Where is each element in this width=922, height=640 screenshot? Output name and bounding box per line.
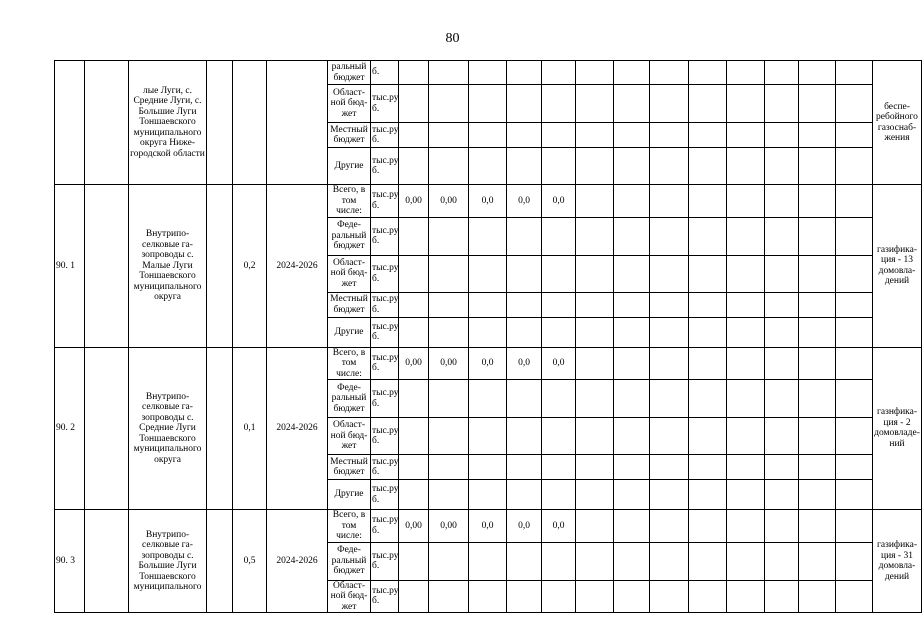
value-cell — [727, 347, 765, 380]
value-cell — [836, 480, 873, 510]
funding-source: Местный бюджет — [328, 123, 371, 148]
value-cell — [429, 580, 469, 613]
value-cell — [399, 217, 429, 255]
value-cell — [576, 255, 614, 292]
value-cell — [799, 292, 836, 317]
value-cell: 0,0 — [542, 510, 576, 543]
value-cell — [469, 217, 507, 255]
value-cell — [689, 85, 727, 123]
value-cell — [469, 317, 507, 347]
value-cell — [650, 185, 689, 218]
value-cell — [650, 580, 689, 613]
value-cell — [614, 418, 650, 455]
value-cell — [399, 380, 429, 418]
length-value: 0,5 — [233, 510, 267, 613]
value-cell — [576, 580, 614, 613]
value-cell — [614, 148, 650, 185]
value-cell — [469, 542, 507, 580]
row-number: 90. 1 — [55, 185, 85, 348]
empty-cell — [85, 185, 129, 348]
value-cell — [542, 455, 576, 480]
value-cell: 0,00 — [399, 185, 429, 218]
value-cell — [429, 148, 469, 185]
object-name: Внутрипоселковые газопроводы с. Большие Луги Тоншаевского муниципального — [129, 510, 207, 613]
value-cell — [507, 317, 542, 347]
funding-source: Федеральный бюджет — [328, 217, 371, 255]
unit-cell: тыс.ру б. — [371, 380, 399, 418]
value-cell — [836, 292, 873, 317]
value-cell — [614, 580, 650, 613]
empty-cell — [85, 61, 129, 185]
value-cell — [576, 418, 614, 455]
value-cell — [507, 148, 542, 185]
value-cell — [689, 317, 727, 347]
value-cell — [650, 123, 689, 148]
unit-cell: тыс.ру б. — [371, 580, 399, 613]
value-cell — [429, 61, 469, 85]
value-cell — [429, 123, 469, 148]
value-cell — [650, 317, 689, 347]
empty-cell — [207, 61, 233, 185]
unit-cell: тыс.ру б. — [371, 217, 399, 255]
value-cell — [429, 217, 469, 255]
value-cell — [469, 480, 507, 510]
funding-source: Областной бюджет — [328, 85, 371, 123]
value-cell — [727, 61, 765, 85]
value-cell — [429, 85, 469, 123]
empty-cell — [207, 510, 233, 613]
value-cell — [429, 380, 469, 418]
value-cell — [799, 510, 836, 543]
value-cell — [650, 542, 689, 580]
value-cell — [799, 61, 836, 85]
value-cell — [650, 380, 689, 418]
value-cell — [576, 292, 614, 317]
value-cell — [650, 510, 689, 543]
value-cell — [507, 455, 542, 480]
result-cell: бесперебойного газоснабжения — [873, 61, 922, 185]
value-cell — [469, 85, 507, 123]
value-cell — [614, 455, 650, 480]
value-cell — [799, 455, 836, 480]
table-row — [55, 185, 922, 218]
value-cell — [576, 510, 614, 543]
result-cell: газнфикация - 2 домовладений — [873, 347, 922, 510]
table-row — [55, 61, 922, 85]
table-row — [55, 347, 922, 380]
value-cell — [542, 123, 576, 148]
value-cell — [507, 580, 542, 613]
value-cell — [576, 480, 614, 510]
value-cell: 0,0 — [542, 347, 576, 380]
value-cell — [836, 85, 873, 123]
value-cell: 0,0 — [542, 185, 576, 218]
unit-cell: тыс.ру б. — [371, 255, 399, 292]
funding-source: Местный бюджет — [328, 292, 371, 317]
value-cell — [399, 480, 429, 510]
value-cell — [689, 217, 727, 255]
value-cell — [614, 61, 650, 85]
value-cell — [399, 123, 429, 148]
result-cell: газификация - 31 домовладений — [873, 510, 922, 613]
value-cell — [689, 418, 727, 455]
row-number: 90. 3 — [55, 510, 85, 613]
funding-source: Федеральный бюджет — [328, 380, 371, 418]
value-cell — [765, 480, 799, 510]
value-cell — [650, 85, 689, 123]
value-cell — [836, 185, 873, 218]
unit-cell: тыс.ру б. — [371, 185, 399, 218]
empty-cell — [85, 510, 129, 613]
value-cell — [765, 255, 799, 292]
value-cell — [689, 185, 727, 218]
value-cell — [399, 418, 429, 455]
value-cell: 0,00 — [399, 510, 429, 543]
value-cell — [689, 61, 727, 85]
value-cell — [689, 347, 727, 380]
unit-cell: тыс.ру б. — [371, 317, 399, 347]
value-cell — [765, 510, 799, 543]
value-cell — [689, 480, 727, 510]
value-cell — [399, 85, 429, 123]
value-cell — [727, 418, 765, 455]
value-cell — [836, 148, 873, 185]
value-cell — [799, 380, 836, 418]
unit-cell: тыс.ру б. — [371, 148, 399, 185]
value-cell — [765, 123, 799, 148]
value-cell: 0,00 — [399, 347, 429, 380]
value-cell — [650, 455, 689, 480]
value-cell — [727, 217, 765, 255]
funding-source: Областной бюджет — [328, 418, 371, 455]
funding-source: Областной бюджет — [328, 255, 371, 292]
value-cell — [799, 542, 836, 580]
value-cell — [727, 292, 765, 317]
value-cell — [765, 185, 799, 218]
value-cell — [614, 542, 650, 580]
value-cell — [542, 85, 576, 123]
value-cell — [507, 85, 542, 123]
value-cell — [727, 542, 765, 580]
empty-cell — [207, 347, 233, 510]
value-cell — [765, 418, 799, 455]
unit-cell: тыс.ру б. — [371, 347, 399, 380]
value-cell — [614, 255, 650, 292]
value-cell — [689, 148, 727, 185]
value-cell — [576, 217, 614, 255]
value-cell — [799, 255, 836, 292]
value-cell: 0,0 — [507, 510, 542, 543]
value-cell — [799, 123, 836, 148]
funding-source: Местный бюджет — [328, 455, 371, 480]
value-cell — [429, 480, 469, 510]
value-cell — [650, 255, 689, 292]
value-cell — [614, 380, 650, 418]
value-cell — [429, 255, 469, 292]
value-cell — [765, 217, 799, 255]
funding-source: Федеральный бюджет — [328, 542, 371, 580]
value-cell — [799, 347, 836, 380]
investment-table — [54, 60, 922, 613]
value-cell — [507, 380, 542, 418]
value-cell — [836, 580, 873, 613]
value-cell — [799, 580, 836, 613]
value-cell — [765, 292, 799, 317]
value-cell — [727, 85, 765, 123]
value-cell — [469, 380, 507, 418]
value-cell — [399, 542, 429, 580]
length-value: 0,1 — [233, 347, 267, 510]
value-cell — [689, 123, 727, 148]
value-cell — [469, 292, 507, 317]
period-value: 2024-2026 — [267, 347, 328, 510]
value-cell — [399, 455, 429, 480]
value-cell — [507, 418, 542, 455]
value-cell — [650, 480, 689, 510]
value-cell — [650, 61, 689, 85]
value-cell — [507, 542, 542, 580]
value-cell — [836, 317, 873, 347]
value-cell: 0,0 — [469, 185, 507, 218]
value-cell — [576, 542, 614, 580]
value-cell — [469, 61, 507, 85]
value-cell — [727, 317, 765, 347]
value-cell — [614, 85, 650, 123]
value-cell — [469, 455, 507, 480]
value-cell — [542, 480, 576, 510]
value-cell — [836, 418, 873, 455]
value-cell — [429, 455, 469, 480]
value-cell — [799, 85, 836, 123]
value-cell — [727, 480, 765, 510]
value-cell — [576, 61, 614, 85]
value-cell — [836, 542, 873, 580]
funding-source: Другие — [328, 317, 371, 347]
value-cell — [765, 347, 799, 380]
value-cell — [765, 380, 799, 418]
value-cell — [614, 123, 650, 148]
value-cell — [650, 292, 689, 317]
value-cell — [469, 255, 507, 292]
value-cell — [542, 292, 576, 317]
value-cell — [765, 455, 799, 480]
value-cell — [576, 148, 614, 185]
funding-source: Областной бюджет — [328, 580, 371, 613]
value-cell — [507, 217, 542, 255]
unit-cell: тыс.ру б. — [371, 85, 399, 123]
empty-cell — [207, 185, 233, 348]
value-cell — [399, 255, 429, 292]
row-number — [55, 61, 85, 185]
unit-cell: тыс.ру б. — [371, 542, 399, 580]
value-cell — [765, 580, 799, 613]
value-cell — [399, 148, 429, 185]
funding-source: Всего, в том числе: — [328, 185, 371, 218]
unit-cell: тыс.ру б. — [371, 455, 399, 480]
value-cell — [799, 317, 836, 347]
value-cell — [576, 317, 614, 347]
value-cell — [507, 61, 542, 85]
value-cell — [614, 217, 650, 255]
value-cell: 0,00 — [429, 510, 469, 543]
value-cell — [836, 347, 873, 380]
value-cell — [836, 510, 873, 543]
value-cell — [507, 255, 542, 292]
unit-cell: тыс.ру б. — [371, 292, 399, 317]
value-cell — [689, 580, 727, 613]
value-cell — [542, 61, 576, 85]
value-cell — [727, 580, 765, 613]
object-name: Внутрипоселковые газопроводы с. Малые Луги Тоншаевского муниципального округа — [129, 185, 207, 348]
value-cell — [614, 317, 650, 347]
object-name: лые Луги, с. Средние Луги, с. Большие Луги Тоншаевского муниципального округа Нижегородской области — [129, 61, 207, 185]
value-cell — [836, 61, 873, 85]
row-number: 90. 2 — [55, 347, 85, 510]
unit-cell: тыс.ру б. — [371, 510, 399, 543]
value-cell — [576, 455, 614, 480]
value-cell — [542, 580, 576, 613]
value-cell — [576, 347, 614, 380]
period-value: 2024-2026 — [267, 510, 328, 613]
value-cell — [507, 123, 542, 148]
value-cell — [542, 255, 576, 292]
value-cell — [689, 292, 727, 317]
value-cell — [765, 317, 799, 347]
value-cell — [542, 217, 576, 255]
value-cell — [689, 510, 727, 543]
value-cell — [765, 85, 799, 123]
value-cell — [727, 148, 765, 185]
value-cell — [542, 380, 576, 418]
value-cell — [836, 455, 873, 480]
value-cell — [836, 380, 873, 418]
value-cell — [799, 185, 836, 218]
funding-source: ральный бюджет — [328, 61, 371, 85]
funding-source: Другие — [328, 148, 371, 185]
value-cell — [469, 148, 507, 185]
value-cell — [399, 317, 429, 347]
value-cell — [507, 480, 542, 510]
length-value: 0,2 — [233, 185, 267, 348]
table-row — [55, 510, 922, 543]
value-cell — [650, 347, 689, 380]
value-cell: 0,0 — [507, 185, 542, 218]
value-cell — [765, 148, 799, 185]
value-cell — [727, 380, 765, 418]
value-cell — [614, 292, 650, 317]
value-cell: 0,00 — [429, 185, 469, 218]
value-cell — [836, 217, 873, 255]
value-cell — [689, 380, 727, 418]
value-cell — [542, 317, 576, 347]
value-cell — [799, 418, 836, 455]
value-cell — [507, 292, 542, 317]
value-cell — [399, 61, 429, 85]
value-cell — [429, 418, 469, 455]
value-cell: 0,0 — [469, 510, 507, 543]
value-cell — [799, 148, 836, 185]
value-cell — [765, 542, 799, 580]
value-cell — [614, 480, 650, 510]
value-cell — [614, 347, 650, 380]
value-cell — [765, 61, 799, 85]
value-cell — [727, 455, 765, 480]
value-cell — [650, 148, 689, 185]
value-cell — [399, 292, 429, 317]
value-cell — [576, 380, 614, 418]
value-cell — [727, 510, 765, 543]
period-value: 2024-2026 — [267, 185, 328, 348]
value-cell: 0,0 — [469, 347, 507, 380]
value-cell — [469, 580, 507, 613]
value-cell — [836, 123, 873, 148]
value-cell — [469, 123, 507, 148]
funding-source: Всего, в том числе: — [328, 347, 371, 380]
value-cell — [650, 217, 689, 255]
value-cell — [836, 255, 873, 292]
value-cell — [469, 418, 507, 455]
value-cell — [542, 418, 576, 455]
empty-cell — [85, 347, 129, 510]
value-cell — [429, 542, 469, 580]
value-cell — [727, 255, 765, 292]
length-value — [233, 61, 267, 185]
value-cell — [689, 255, 727, 292]
unit-cell: тыс.ру б. — [371, 480, 399, 510]
value-cell: 0,00 — [429, 347, 469, 380]
period-value — [267, 61, 328, 185]
funding-source: Всего, в том числе: — [328, 510, 371, 543]
value-cell — [399, 580, 429, 613]
value-cell — [689, 542, 727, 580]
value-cell — [614, 185, 650, 218]
value-cell — [542, 148, 576, 185]
funding-source: Другие — [328, 480, 371, 510]
value-cell: 0,0 — [507, 347, 542, 380]
unit-cell: б. — [371, 61, 399, 85]
value-cell — [727, 185, 765, 218]
result-cell: газификация - 13 домовладений — [873, 185, 922, 348]
value-cell — [689, 455, 727, 480]
value-cell — [799, 480, 836, 510]
value-cell — [542, 542, 576, 580]
value-cell — [799, 217, 836, 255]
unit-cell: тыс.ру б. — [371, 418, 399, 455]
value-cell — [576, 85, 614, 123]
value-cell — [614, 510, 650, 543]
value-cell — [650, 418, 689, 455]
value-cell — [576, 123, 614, 148]
value-cell — [727, 123, 765, 148]
object-name: Внутрипоселковые газопроводы с. Средние Луги Тоншаевского муниципального округа — [129, 347, 207, 510]
unit-cell: тыс.ру б. — [371, 123, 399, 148]
value-cell — [576, 185, 614, 218]
value-cell — [429, 317, 469, 347]
page-number: 80 — [445, 31, 460, 46]
value-cell — [429, 292, 469, 317]
